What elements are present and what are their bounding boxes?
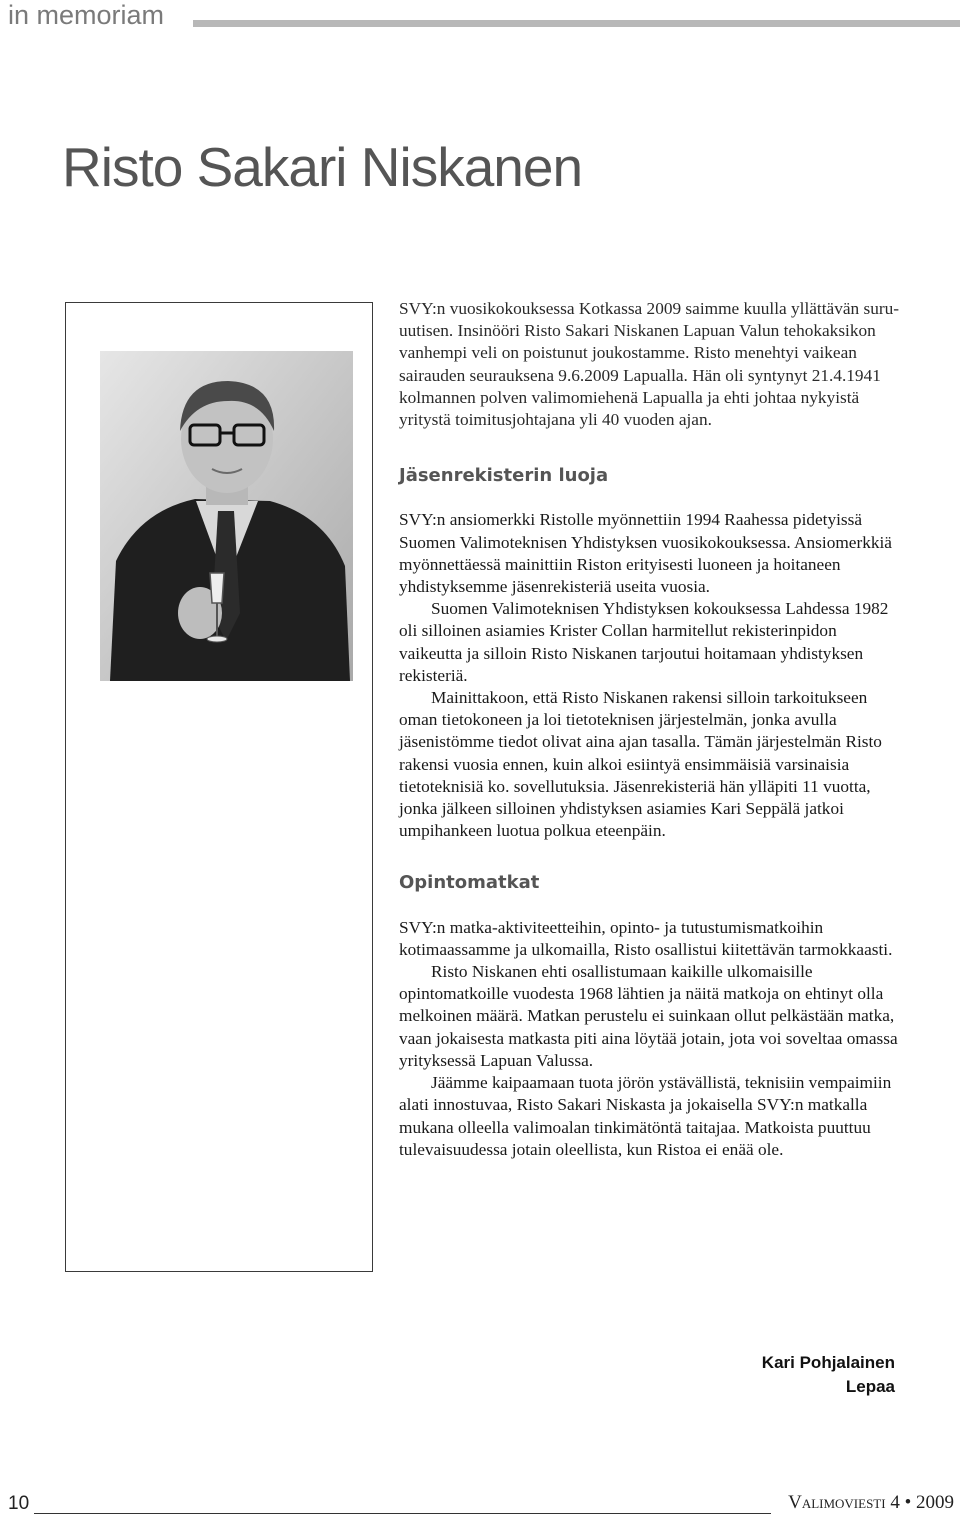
body-paragraph: Suomen Valimoteknisen Yhdistyksen kokouksessa Lahdessa 1982 oli silloinen asiamies Krister Collan harmitellut rekisterinpidon vaikeutta ja silloin Risto Niskanen tarjoutui hoitamaan yhdistyksen rekisteriä. xyxy=(399,599,889,685)
author-location: Lepaa xyxy=(845,1377,895,1396)
publication-name: Valimoviesti xyxy=(788,1492,886,1513)
header-rule xyxy=(193,20,960,27)
byline xyxy=(762,1351,895,1399)
article-body xyxy=(399,298,899,1161)
publication-info xyxy=(788,1492,954,1514)
author-name: Kari Pohjalainen xyxy=(761,1353,895,1372)
body-paragraph: SVY:n ansiomerkki Ristolle myönnettiin 1994 Raahessa pidetyissä Suomen Valimoteknisen Yhdistyksen vuosikokouksessa. Ansiomerkkiä myönnettäessä mainittiin Riston erityisesti luoneen ja hoitaneen yhdistyksemme jäsenrekisteriä useita vuosia. xyxy=(399,510,892,597)
portrait-illustration xyxy=(100,351,353,681)
body-paragraph: Risto Niskanen ehti osallistumaan kaikille ulkomaisille opintomatkoille vuodesta 1968 lähtien ja näitä matkoja on ehtinyt olla melkoinen määrä. Matkan perustelu ei suinkaan ollut pelkästään matka, vaan jokaisesta matkasta piti aina löytää jotain, jota voi soveltaa omassa yrityksessä Lapuan Valussa. xyxy=(399,962,898,1070)
photo-frame xyxy=(65,302,373,1272)
section-label: in memoriam xyxy=(8,0,165,30)
body-paragraph: Mainittakoon, että Risto Niskanen rakensi silloin tarkoitukseen oman tietokoneen ja loi tietoteknisen järjestelmän, jonka avulla jäsenistömme tiedot olivat aina ajan tasalla. Tämän järjestelmän Risto rakensi vuosia ennen, kuin alkoi esiintyä ensimmäisiä varsinaisia tietoteknisiä ko. sovellutuksia. Jäsenrekisteriä hän ylläpiti 11 vuotta, jonka jälkeen silloinen yhdistyksen asiamies Kari Seppälä jatkoi umpihankeen luotua polkua eteenpäin. xyxy=(399,688,882,841)
body-paragraph: Jäämme kaipaamaan tuota jörön ystävällistä, teknisiin vempaimiin alati innostuvaa, Risto Sakari Niskasta ja jokaisella SVY:n matkalla mukana olleella valimoalan tinkimätöntä taitajaa. Matkoista puuttuu tulevaisuudessa jotain oleellista, kun Ristoa ei enää ole. xyxy=(399,1073,892,1159)
subheading-study-trips: Opintomatkat xyxy=(399,872,540,894)
footer-rule xyxy=(34,1513,771,1514)
publication-issue: 4 • 2009 xyxy=(890,1492,954,1513)
intro-paragraph: SVY:n vuosikokouksessa Kotkassa 2009 saimme kuulla yllättävän suru-uutisen. Insinööri Risto Sakari Niskanen Lapuan Valun tehokaksikon vanhempi veli on poistunut joukostamme. Risto menehtyi vaikean sairauden seurauksena 9.6.2009 Lapualla. Hän oli syntynyt 21.4.1941 kolmannen polven valimomiehenä Lapualla ja ehti johtaa nykyistä yritystä toimitusjohtajana yli 40 vuoden ajan. xyxy=(399,299,899,430)
subheading-member-registry: Jäsenrekisterin luoja xyxy=(399,465,609,487)
body-paragraph: SVY:n matka-aktiviteetteihin, opinto- ja tutustumismatkoihin kotimaassamme ja ulkomailla, Risto osallistui kiitettävän tarmokkaasti. xyxy=(399,917,893,959)
portrait-photo xyxy=(100,351,353,681)
article-title: Risto Sakari Niskanen xyxy=(62,136,583,198)
page-number: 10 xyxy=(8,1493,30,1514)
